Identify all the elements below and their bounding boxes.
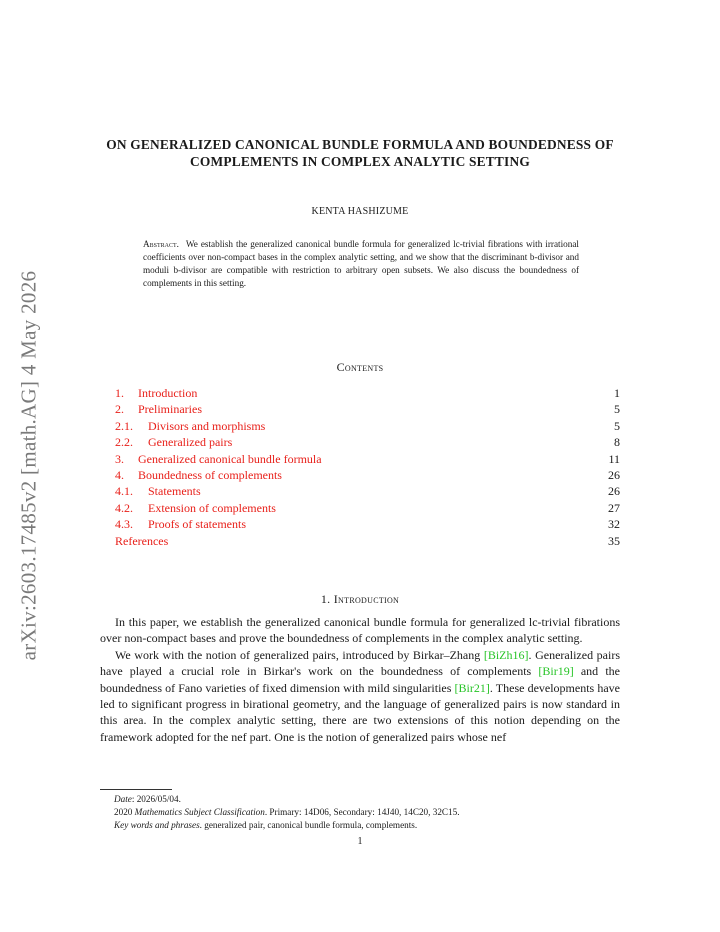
toc-page-number: 5 bbox=[614, 418, 620, 433]
toc-item[interactable] bbox=[115, 467, 620, 483]
page-number: 1 bbox=[357, 836, 363, 847]
toc-page-number: 8 bbox=[614, 435, 620, 450]
toc-link[interactable]: 2.1. Divisors and morphisms bbox=[115, 418, 266, 433]
citation-link[interactable]: [BiZh16] bbox=[483, 647, 529, 662]
toc-link[interactable]: 1. Introduction bbox=[115, 386, 198, 400]
toc-item[interactable] bbox=[115, 418, 620, 434]
footnote-msc: 2020 Mathematics Subject Classification. Primary: 14D06, Secondary: 14J40, 14C20, 32C15. bbox=[114, 807, 460, 818]
paper-author: KENTA HASHIZUME bbox=[311, 206, 409, 217]
toc-item[interactable] bbox=[115, 516, 620, 532]
toc-link[interactable]: 4.1. Statements bbox=[115, 484, 201, 499]
toc-page-number: 5 bbox=[614, 402, 620, 417]
table-of-contents bbox=[115, 385, 620, 549]
toc-link[interactable]: 2.2. Generalized pairs bbox=[115, 435, 233, 450]
footnote-keywords: Key words and phrases. generalized pair, canonical bundle formula, complements. bbox=[114, 820, 418, 831]
toc-link[interactable]: 4.3. Proofs of statements bbox=[115, 517, 246, 532]
toc-page-number: 26 bbox=[608, 467, 620, 482]
toc-item[interactable] bbox=[115, 385, 620, 401]
toc-item[interactable] bbox=[115, 500, 620, 516]
toc-item[interactable] bbox=[115, 401, 620, 417]
toc-item[interactable] bbox=[115, 451, 620, 467]
toc-item[interactable] bbox=[115, 434, 620, 450]
toc-item[interactable] bbox=[115, 533, 620, 549]
section-number: 1. bbox=[320, 592, 331, 606]
toc-link[interactable]: References bbox=[115, 533, 169, 548]
paragraph: In this paper, we establish the generalized canonical bundle formula for generalized lc-trivial fibrations over non-compact bases and prove the boundedness of complements in the complex analytic setting. bbox=[100, 615, 620, 646]
paper-title: ON GENERALIZED CANONICAL BUNDLE FORMULA AND BOUNDEDNESS OF COMPLEMENTS IN COMPLEX ANALYTIC SETTING bbox=[106, 137, 614, 169]
footnote-date: Date: 2026/05/04. bbox=[114, 794, 181, 804]
section-heading bbox=[100, 592, 620, 607]
contents-heading: Contents bbox=[336, 360, 384, 374]
toc-page-number: 1 bbox=[614, 386, 620, 400]
section-body bbox=[100, 614, 620, 745]
citation-link[interactable]: [Bir21] bbox=[454, 680, 490, 695]
arxiv-identifier-text: arXiv:2603.17485v2 [math.AG] 4 May 2026 bbox=[16, 270, 41, 660]
toc-page-number: 35 bbox=[608, 533, 620, 548]
footnote-divider bbox=[100, 789, 172, 790]
citation-link[interactable]: [Bir19] bbox=[538, 664, 574, 679]
toc-link[interactable]: 2. Preliminaries bbox=[115, 402, 202, 417]
toc-page-number: 11 bbox=[608, 451, 620, 466]
toc-page-number: 32 bbox=[608, 517, 620, 532]
toc-link[interactable]: 4.2. Extension of complements bbox=[115, 500, 276, 515]
toc-item[interactable] bbox=[115, 483, 620, 499]
arxiv-identifier-stamp bbox=[16, 250, 42, 680]
toc-page-number: 26 bbox=[608, 484, 620, 499]
toc-page-number: 27 bbox=[608, 500, 620, 515]
section-title: Introduction bbox=[333, 592, 400, 606]
toc-link[interactable]: 3. Generalized canonical bundle formula bbox=[115, 451, 322, 466]
abstract-text: We establish the generalized canonical bundle formula for generalized lc-trivial fibrations with irrational coefficients over non-compact bases in the complex analytic setting, and we show that the discriminant b-divisor and moduli b-divisor are compatible with restriction to arbitrary open subsets. We also discuss the boundedness of complements in this setting. bbox=[143, 239, 579, 288]
abstract-label: Abstract. bbox=[143, 239, 179, 249]
footnotes bbox=[100, 793, 620, 833]
paragraph: We work with the notion of generalized pairs, introduced by Birkar–Zhang [BiZh16]. Generalized pairs have played a crucial role in Birkar's work on the boundedness of complements [Bir19] and the boundedness of Fano varieties of fixed dimension with mild singularities [Bir21]. These developments have led to significant progress in birational geometry, and the language of generalized pairs is now standard in this area. In the complex analytic setting, there are two extensions of this notion depending on the framework adopted for the nef part. One is the notion of generalized pairs whose nef bbox=[100, 647, 620, 744]
toc-link[interactable]: 4. Boundedness of complements bbox=[115, 467, 282, 482]
abstract bbox=[143, 238, 579, 290]
